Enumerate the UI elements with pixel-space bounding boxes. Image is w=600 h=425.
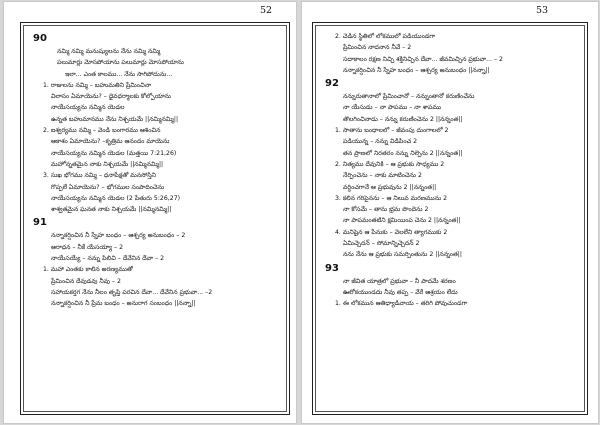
lyric-line: సహాయకర్తగ నేను నీలం తృప్తి పరచిన దేవా... దేవేనిన ప్రభువా... –2 [51, 288, 213, 296]
lyric-line: 1. మహా ఎంతకు కాలిన అరణ్యముతో [43, 266, 133, 274]
lyric-line: 4. మనిషైన ఆ పేనుకు – వెలలేని త్యాగముకు 2 [335, 228, 448, 236]
lyric-line: నాయేసయ్యను నమ్మిన యెడల (మత్తయి 7:21,26) [51, 149, 177, 157]
left-page [4, 2, 296, 423]
page-content [325, 31, 579, 310]
lyric-line: వర్ధించగానే ఆ ప్రభువును 2 ||నన్నంత|| [343, 183, 437, 191]
lyric-line: 2. ఐశ్వర్యము నమ్మి – వెండి బంగారము ఆశించిన [43, 127, 161, 135]
lyric-line: ఏమిచ్చెదన్ – సోమాన్నిచ్చెదన్ 2 [343, 240, 420, 248]
song-number: 92 [325, 78, 339, 90]
lyric-line: 3. సుఖ భోగము నమ్మి – ధనాపేక్షతో మనసోస్తిని [43, 172, 157, 180]
lyric-line: ఆరాధన – నీకే యేసయ్యా – 2 [51, 243, 124, 251]
lyric-line: నా పాపమంతటిని క్షమియింప చెను 2 ||నన్నంత|| [343, 217, 461, 225]
lyric-line: తన ప్రాణలో నిరతరం నన్ను నిల్పెను 2 ||నన్నంత|| [343, 149, 463, 157]
lyric-line: మహోన్నతమైన నాకు నిశ్చయమే ||నమ్మినమ్మి|| [51, 160, 164, 168]
lyric-line: నాయేసయ్యే – నన్ను పిలిచి – దేవేనిన దేవా – 2 [51, 255, 165, 263]
lyric-line: గొప్పలే ఏమాయెను? – భోగముల సంపాదించెను [51, 183, 165, 191]
lyric-line: 1. ఈ లోకమున ఆతిధ్యాడివాయ – తరిగి పోవుచుండగా [335, 300, 468, 308]
lyric-line: నాయేసయ్యను నమ్మిన యెడల (2 పేతురు 5:26,27) [51, 194, 181, 202]
lyric-line: ఉన్నత బహుమానము నేను నిశ్చయమే ||నమ్మినమ్మి|| [51, 115, 179, 123]
song-number: 91 [33, 217, 47, 229]
song-number: 90 [33, 33, 47, 44]
lyric-line: ఇలా... ఎంత కాలము... నేను సాగిపోదును... [65, 70, 173, 78]
lyric-line: ప్రేమించిన దేవుడవు నీవు – 2 [51, 277, 121, 285]
page-number: 53 [536, 5, 549, 16]
lyric-line: 3. కలిన గరిపైనను – ఆ నిలువ మరణమును 2 [335, 194, 448, 202]
lyric-line: సదాకాలం రక్షణ నిచ్చి శక్తినిచ్చిన దేవా... జీవమిచ్చిన ప్రభువా... – 2 [343, 55, 503, 63]
page-number: 52 [260, 5, 273, 16]
page-frame [312, 22, 588, 415]
page-frame [20, 22, 290, 415]
lyric-line: ప్రేమించిన నాదనాన నీవే – 2 [343, 44, 412, 52]
lyric-line: నమ్మి నమ్మి మనుష్యులను నేను నమ్మి నమ్మి [57, 48, 161, 55]
lyric-line: నను నేను ఆ ప్రభుకు సమర్పింతును 2 ||నన్నంత|| [343, 251, 462, 259]
lyric-line: నా యేసుడు – నా పాపము – నా శాపము [343, 104, 442, 112]
right-page [302, 2, 598, 423]
lyric-line: నన్నాకర్షించిన నీ స్నేహ బంధం – ఆశ్చర్య అనుబంధం – 2 [51, 232, 186, 240]
lyric-line: విలాసం ఏమాయెను? – ధైవధర్మాలకు కోల్పోయాను [51, 93, 171, 101]
lyric-line: ఊరోకయుండదు నీవు తప్ప – వేరే ఆశ్రయం లేదు [343, 288, 458, 296]
lyric-line: తొలగించినాడు – నన్ను కరుణించెను 2 ||నన్నంత|| [343, 115, 463, 123]
lyric-line: నా జీవిత యాత్రలో ప్రభువా – నీ పాదమే శరణం [343, 277, 456, 285]
lyric-line: శాశ్వతమైన ఘనత నాకు నిశ్చయమే ||నమ్మినమ్మి|| [51, 206, 172, 214]
lyric-line: ఆకాశం ఏమాయెను? –కృత్రిమ ఆనందం మాయెను [51, 138, 170, 146]
lyric-line: నన్నురుతానాలో ప్రేమించానో – నన్నుంతానో కరుణించేను [343, 93, 475, 101]
lyric-line: నా కోసమే – తాను భ్రమ పొందెను 2 [343, 206, 429, 214]
lyric-line: 1. సాతాను బంధాలలో – జీవంపు దుంగాలలో 2 [335, 127, 449, 135]
lyric-line: 2. చెడిన స్థితిలో లోకములో పడియుండగా [335, 33, 436, 40]
lyric-line: 1. రాజులను నమ్మి – బహుమతిని ప్రేమించినా [43, 81, 152, 89]
lyric-line: నేర్పించెను – నాకు మాటించెను 2 [343, 172, 422, 180]
page-content [33, 31, 281, 310]
lyric-line: నన్నాకర్షించిన నీ స్నేహ బంధం – ఆశ్చర్య అనుబంధం ||నన్నా|| [343, 66, 490, 74]
lyric-line: నాయేసయ్యను నమ్మిన యెడల [51, 104, 125, 112]
lyric-line: 2. నిత్యము దేవునికి – ఆ ప్రభుకు సాధ్యము 2 [335, 160, 445, 168]
lyric-line: నన్నాకర్షించిన నీ ప్రేమ బంధం – అనురాగ సంబంధం ||నన్నా|| [51, 300, 196, 308]
lyric-line: పడియున్న – నన్ను విడిపించ 2 [343, 138, 418, 146]
song-number: 93 [325, 262, 339, 274]
lyric-line: పలుమార్లు మోసపోయాను పలుమార్లు మోసపోయాను [57, 59, 184, 67]
